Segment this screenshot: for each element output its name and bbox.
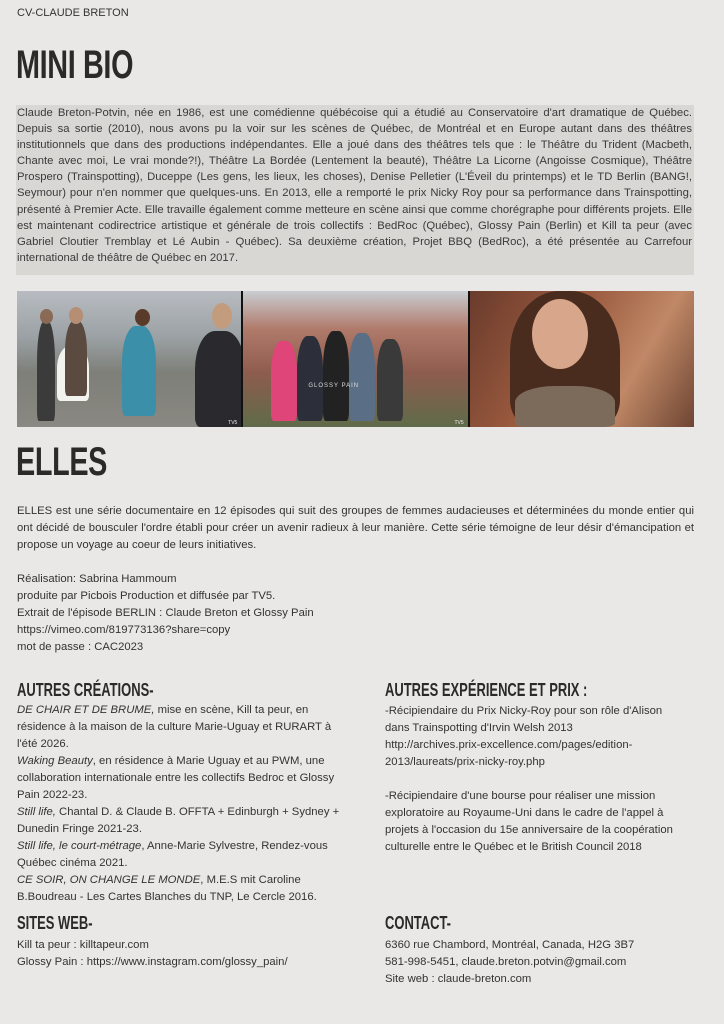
experience-item: -Récipiendaire d'une bourse pour réaliser une mission exploratoire au Royaume-Uni dans le cadre de l'appel à projets à l'occasion du 15e anniversaire de la coopération culturelle entre le Québec et le British Council 2018 xyxy=(385,790,673,853)
tv5-watermark: TV5 xyxy=(228,420,238,426)
photo-ruins-group xyxy=(243,291,467,427)
autres-creations-list xyxy=(17,702,347,906)
sites-web-list xyxy=(17,937,288,971)
photo-portrait xyxy=(470,291,694,427)
elles-credits xyxy=(17,571,314,656)
prix-link[interactable]: http://archives.prix-excellence.com/pages/edition-2013/laureats/prix-nicky-roy.php xyxy=(385,739,633,768)
contact-address: 6360 rue Chambord, Montréal, Canada, H2G 3B7 xyxy=(385,939,635,951)
photo-street-group xyxy=(17,291,241,427)
credit-line: mot de passe : CAC2023 xyxy=(17,641,144,653)
creation-item: Waking Beauty, en résidence à Marie Uguay et au PWM, une collaboration internationale entre les collectifs Bedroc et Glossy Pain 2022-23. xyxy=(17,755,335,801)
credit-line: produite par Picbois Production et diffusée par TV5. xyxy=(17,590,276,602)
mini-bio-title: MINI BIO xyxy=(16,43,134,87)
elles-description: ELLES est une série documentaire en 12 épisodes qui suit des groupes de femmes audacieuses et déterminées du monde entier qui ont décidé de bousculer l'ordre établi pour créer un avenir radieux à leur manière. Cette série témoigne de leur désir d'émancipation et propose un voyage au coeur de leurs initiatives. xyxy=(17,505,694,551)
vimeo-link[interactable]: https://vimeo.com/819773136?share=copy xyxy=(17,624,231,636)
elles-title: ELLES xyxy=(16,440,108,484)
creation-item: DE CHAIR ET DE BRUME, mise en scène, Kill ta peur, en résidence à la maison de la culture Marie-Uguay et RURART à l'été 2026. xyxy=(17,704,332,750)
contact-website[interactable]: Site web : claude-breton.com xyxy=(385,973,532,985)
contact-info xyxy=(385,937,634,988)
site-link-killtapeur[interactable]: Kill ta peur : killtapeur.com xyxy=(17,939,149,951)
creation-item: CE SOIR, ON CHANGE LE MONDE, M.E.S mit Caroline B.Boudreau - Les Cartes Blanches du TNP, Le Cercle 2016. xyxy=(17,874,317,903)
contact-title: CONTACT- xyxy=(385,913,451,933)
tv5-watermark: TV5 xyxy=(454,420,464,426)
cv-header: CV-CLAUDE BRETON xyxy=(17,7,129,19)
creation-item: Still life, le court-métrage, Anne-Marie Sylvestre, Rendez-vous Québec cinéma 2021. xyxy=(17,840,328,869)
mini-bio-text: Claude Breton-Potvin, née en 1986, est une comédienne québécoise qui a étudié au Conservatoire d'art dramatique de Québec. Depuis sa sortie (2010), nous avons pu la voir sur les scènes de Québec, de Montréal et en Europe autant dans des théâtres institutionnels que dans des productions indépendantes. Elle a joué dans des théâtres tels que : le Théâtre du Trident (Macbeth, Chante avec moi, Le vrai monde?!), Théâtre La Bordée (Lentement la beauté), Théâtre La Licorne (Angoisse Cosmique), Théâtre Prospero (Trainspotting), Duceppe (Les gens, les lieux, les choses), Denise Pelletier (L'Éveil du printemps) et le TD Berlin (BANG!, Seymour) pour n'en nommer que quelques-uns. En 2013, elle a remporté le prix Nicky Roy pour sa performance dans Trainspotting, présenté à Premier Acte. Elle travaille également comme metteure en scène ainsi que comme chorégraphe pour différents projets. Elle est maintenant codirectrice artistique et générale de trois collectifs : BedRoc (Québec), Glossy Pain (Berlin) et Kill ta peur (avec Gabriel Cloutier Tremblay et Lé Aubin - Québec). Sa deuxième création, Projet BBQ (BedRoc), a été présentée au Carrefour international de théâtre de Québec en 2017. xyxy=(16,105,694,275)
credit-line: Réalisation: Sabrina Hammoum xyxy=(17,573,177,585)
autres-creations-title: AUTRES CRÉATIONS- xyxy=(17,680,154,700)
glossy-pain-overlay: GLOSSY PAIN xyxy=(308,383,360,389)
credit-line: Extrait de l'épisode BERLIN : Claude Breton et Glossy Pain xyxy=(17,607,314,619)
contact-phone-email[interactable]: 581-998-5451, claude.breton.potvin@gmail.com xyxy=(385,956,627,968)
experience-item: -Récipiendaire du Prix Nicky-Roy pour son rôle d'Alison dans Trainspotting d'Irvin Welsh 2013 xyxy=(385,705,663,734)
autres-experience-title: AUTRES EXPÉRIENCE ET PRIX : xyxy=(385,680,588,700)
site-link-instagram[interactable]: Glossy Pain : https://www.instagram.com/glossy_pain/ xyxy=(17,956,288,968)
creation-item: Still life, Chantal D. & Claude B. OFFTA + Edinburgh + Sydney + Dunedin Fringe 2021-23. xyxy=(17,806,340,835)
sites-web-title: SITES WEB- xyxy=(17,913,93,933)
autres-experience-list xyxy=(385,703,685,856)
photo-strip xyxy=(17,291,694,427)
